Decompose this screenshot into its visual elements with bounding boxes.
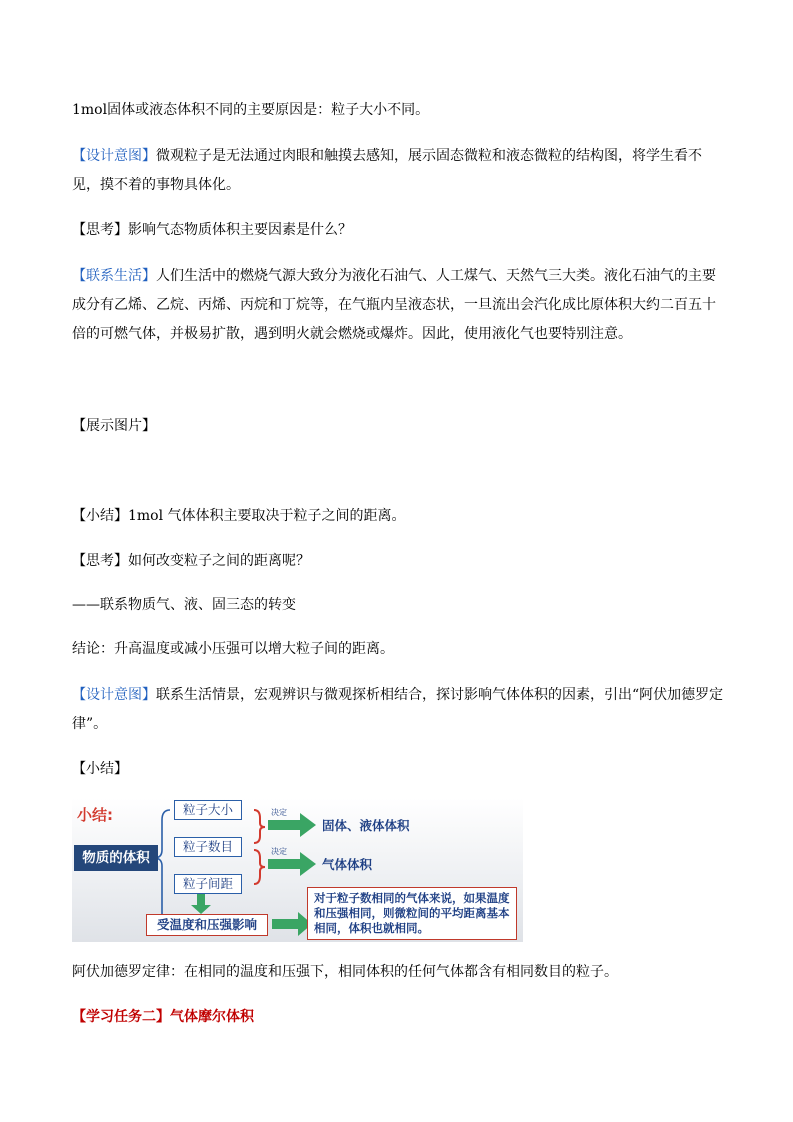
factor-distance: 粒子间距 [174,874,242,894]
note-box: 对于粒子数相同的气体来说，如果温度和压强相同，则微粒间的平均距离基本相同，体积也就相同。 [307,887,517,940]
show-picture: 【展示图片】 [72,418,156,434]
influence-box: 受温度和压强影响 [146,914,268,936]
design-intent-tag: 【设计意图】 [72,687,156,703]
task-two-heading [72,1003,724,1032]
life-connection-tag: 【联系生活】 [72,268,156,284]
factor-size: 粒子大小 [174,800,242,820]
life-connection [72,262,724,349]
life-connection-text: 人们生活中的燃烧气源大致分为液化石油气、人工煤气、天然气三大类。液化石油气的主要成分有乙烯、乙烷、丙烯、丙烷和丁烷等，在气瓶内呈液态状，一旦流出会汽化成比原体积大约二百五十倍的可燃气体，并极易扩散，遇到明火就会燃烧或爆炸。因此，使用液化气也要特别注意。 [72,268,716,342]
line-reason: 1mol固体或液态体积不同的主要原因是：粒子大小不同。 [72,102,430,118]
design-intent-1 [72,142,724,200]
avogadro-law: 阿伏加德罗定律：在相同的温度和压强下，相同体积的任何气体都含有相同数目的粒子。 [72,964,618,980]
task-two-title: 气体摩尔体积 [170,1009,254,1025]
summary-diagram [72,798,523,942]
result-solid-liquid: 固体、液体体积 [322,818,410,833]
design-intent-text: 联系生活情景，宏观辨识与微观探析相结合，探讨影响气体体积的因素，引出“阿伏加德罗定律”。 [72,687,724,732]
green-arrow-3 [272,912,312,936]
decide-label-1: 决定 [271,808,287,817]
conclusion: 结论：升高温度或减小压强可以增大粒子间的距离。 [72,641,394,657]
task-two-tag: 【学习任务二】 [72,1009,170,1025]
brace-red-2 [254,850,265,884]
result-gas: 气体体积 [322,857,373,872]
design-intent-tag: 【设计意图】 [72,148,156,164]
diagram-title: 小结: [77,806,113,824]
decide-label-2: 决定 [271,847,287,856]
brace-red-1 [254,810,265,843]
design-intent-text: 微观粒子是无法通过肉眼和触摸去感知，展示固态微粒和液态微粒的结构图，将学生看不见，摸不着的事物具体化。 [72,148,702,193]
summary-1: 【小结】1mol 气体体积主要取决于粒子之间的距离。 [72,508,406,524]
summary-2: 【小结】 [72,761,128,777]
green-arrow-down [191,893,211,914]
think-2: 【思考】如何改变粒子之间的距离呢？ [72,553,310,569]
state-change: ——联系物质气、液、固三态的转变 [72,597,296,613]
design-intent-2 [72,681,724,739]
think-1: 【思考】影响气态物质体积主要因素是什么？ [72,222,352,238]
root-box: 物质的体积 [74,845,158,871]
factor-number: 粒子数目 [174,837,242,857]
